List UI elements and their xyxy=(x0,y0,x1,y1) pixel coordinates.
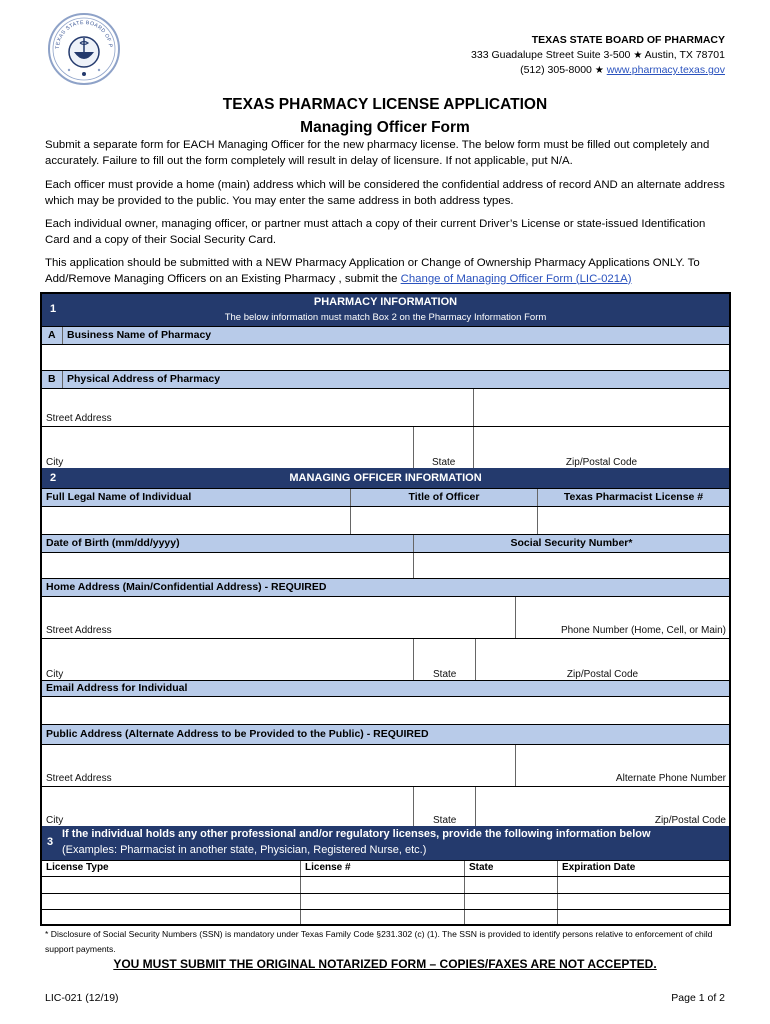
home-zip-input[interactable] xyxy=(475,639,729,680)
dob-label: Date of Birth (mm/dd/yyyy) xyxy=(46,537,180,549)
business-name-label-row xyxy=(42,326,729,344)
public-street-input[interactable] xyxy=(42,745,515,786)
row-letter-a: A xyxy=(48,329,56,341)
license-expiration-input[interactable] xyxy=(557,877,729,893)
intro-paragraph-2: Each officer must provide a home (main) address which will be considered the confidential address of record AND an alternate address which may be provided to the public. You may enter the same address in both address types. xyxy=(45,179,725,207)
board-name: TEXAS STATE BOARD OF PHARMACY xyxy=(531,34,725,46)
section-2-number: 2 xyxy=(50,472,57,484)
license-number-input[interactable] xyxy=(300,910,464,924)
section-3-header xyxy=(42,826,729,860)
star-icon: ★ xyxy=(594,65,604,76)
officer-name-label-row xyxy=(42,488,729,506)
home-phone-input[interactable] xyxy=(515,597,729,638)
license-type-input[interactable] xyxy=(42,877,300,893)
section-3-number: 3 xyxy=(47,836,54,848)
board-website-link[interactable]: www.pharmacy.texas.gov xyxy=(606,64,725,76)
public-city-row xyxy=(42,786,729,826)
intro-paragraph-4-text: This application should be submitted with a NEW Pharmacy Application or Change of Ownership Pharmacy Applications ONLY. To Add/Remove Managing Officers on an Existing Pharmacy , submit the xyxy=(45,257,700,285)
ssn-label: Social Security Number* xyxy=(510,537,633,549)
home-street-input[interactable] xyxy=(42,597,515,638)
license-number-input[interactable] xyxy=(300,894,464,909)
public-zip-caption: Zip/Postal Code xyxy=(654,815,726,826)
row-letter-b: B xyxy=(48,373,56,385)
home-city-caption: City xyxy=(46,669,64,680)
license-row-2 xyxy=(42,893,729,909)
public-zip-input[interactable] xyxy=(475,787,729,826)
license-table-header xyxy=(42,860,729,876)
pharmacy-zip-input[interactable] xyxy=(473,427,729,468)
page-number: Page 1 of 2 xyxy=(671,992,725,1004)
home-city-input[interactable] xyxy=(42,639,413,680)
home-phone-caption: Phone Number (Home, Cell, or Main) xyxy=(560,625,726,636)
change-officer-form-link[interactable]: Change of Managing Officer Form (LIC-021A) xyxy=(400,272,632,285)
board-contact-line xyxy=(471,63,725,78)
application-form xyxy=(40,292,731,926)
pharmacy-street-caption: Street Address xyxy=(46,413,112,424)
license-row-3 xyxy=(42,909,729,924)
license-type-input[interactable] xyxy=(42,894,300,909)
board-address-line xyxy=(471,48,725,63)
page-title: TEXAS PHARMACY LICENSE APPLICATION xyxy=(222,96,548,113)
home-address-label: Home Address (Main/Confidential Address) - REQUIRED xyxy=(46,581,327,593)
section-1-header xyxy=(42,294,729,326)
license-state-input[interactable] xyxy=(464,910,557,924)
officer-title-label: Title of Officer xyxy=(408,491,480,503)
svg-text:TEXAS STATE BOARD OF PHARMACY: TEXAS STATE BOARD OF P xyxy=(54,19,114,50)
pharmacy-street-row xyxy=(42,388,729,426)
dob-input[interactable] xyxy=(42,553,413,578)
dob-input-row xyxy=(42,552,729,578)
email-label: Email Address for Individual xyxy=(46,682,188,694)
license-number-input[interactable] xyxy=(300,877,464,893)
public-street-row xyxy=(42,744,729,786)
public-state-caption: State xyxy=(433,815,457,826)
home-state-input[interactable] xyxy=(413,639,475,680)
license-row-1 xyxy=(42,876,729,893)
license-number-header: License # xyxy=(305,862,351,873)
home-address-label-row xyxy=(42,578,729,596)
ssn-input[interactable] xyxy=(413,553,729,578)
alt-phone-input[interactable] xyxy=(515,745,729,786)
pharmacy-city-row xyxy=(42,426,729,468)
board-phone: (512) 305-8000 xyxy=(520,64,592,76)
ssn-disclosure-footnote: * Disclosure of Social Security Numbers (SSN) is mandatory under Texas Family Code §231.302 (c) (1). The SSN is provided to identify persons relative to enforcement of child support payments. xyxy=(45,929,713,954)
physical-address-label-row xyxy=(42,370,729,388)
form-code: LIC-021 (12/19) xyxy=(45,992,119,1004)
board-street: 333 Guadalupe Street Suite 3-500 xyxy=(471,49,631,61)
home-street-caption: Street Address xyxy=(46,625,112,636)
dob-label-row xyxy=(42,534,729,552)
board-contact-block xyxy=(471,33,725,78)
pharmacy-city-caption: City xyxy=(46,457,64,468)
home-zip-caption: Zip/Postal Code xyxy=(566,669,639,680)
public-address-label: Public Address (Alternate Address to be Provided to the Public) - REQUIRED xyxy=(46,728,429,740)
section-3-examples: (Examples: Pharmacist in another state, Physician, Registered Nurse, etc.) xyxy=(62,844,427,856)
license-state-input[interactable] xyxy=(464,877,557,893)
license-expiration-header: Expiration Date xyxy=(562,862,636,873)
board-city: Austin, TX 78701 xyxy=(644,49,725,61)
intro-paragraph-1: Submit a separate form for EACH Managing Officer for the new pharmacy license. The below form must be filled out completely and accurately. Failure to fill out the form completely will result in delay of licensure. If not applicable, put N/A. xyxy=(45,139,710,167)
pharmacy-city-input[interactable] xyxy=(42,427,413,468)
email-input[interactable] xyxy=(42,696,729,724)
section-2-header xyxy=(42,468,729,488)
license-state-header: State xyxy=(469,862,494,873)
pharmacy-state-input[interactable] xyxy=(413,427,473,468)
pharmacist-license-input[interactable] xyxy=(537,507,729,534)
home-street-row xyxy=(42,596,729,638)
email-label-row xyxy=(42,680,729,696)
star-icon: ★ xyxy=(633,50,643,61)
license-state-input[interactable] xyxy=(464,894,557,909)
home-state-caption: State xyxy=(433,669,457,680)
section-3-title: If the individual holds any other professional and/or regulatory licenses, provide the following information below xyxy=(62,828,651,840)
full-name-input[interactable] xyxy=(42,507,350,534)
physical-address-label: Physical Address of Pharmacy xyxy=(67,373,221,385)
section-1-subtitle: The below information must match Box 2 on the Pharmacy Information Form xyxy=(224,312,547,323)
section-1-number: 1 xyxy=(50,303,57,315)
board-seal-logo xyxy=(47,12,121,86)
pharmacy-zip-caption: Zip/Postal Code xyxy=(565,457,638,468)
full-name-label: Full Legal Name of Individual xyxy=(46,491,192,503)
license-expiration-input[interactable] xyxy=(557,894,729,909)
public-street-caption: Street Address xyxy=(46,773,112,784)
public-city-caption: City xyxy=(46,815,64,826)
license-type-header: License Type xyxy=(46,862,109,873)
intro-paragraph-3: Each individual owner, managing officer, or partner must attach a copy of their current Driver’s License or state-issued Identification Card and a copy of their Social Security Card. xyxy=(45,218,706,246)
license-type-input[interactable] xyxy=(42,910,300,924)
business-name-label: Business Name of Pharmacy xyxy=(67,329,212,341)
section-1-title: PHARMACY INFORMATION xyxy=(313,296,458,308)
business-name-input[interactable] xyxy=(42,344,729,370)
pharmacy-street-extra-input[interactable] xyxy=(473,389,729,426)
notarized-form-notice: YOU MUST SUBMIT THE ORIGINAL NOTARIZED FORM – COPIES/FAXES ARE NOT ACCEPTED. xyxy=(113,957,657,971)
officer-name-input-row xyxy=(42,506,729,534)
page-subtitle: Managing Officer Form xyxy=(300,119,470,136)
alt-phone-caption: Alternate Phone Number xyxy=(615,773,726,784)
pharmacy-state-caption: State xyxy=(432,457,456,468)
pharmacist-license-label: Texas Pharmacist License # xyxy=(563,491,704,503)
public-city-input[interactable] xyxy=(42,787,413,826)
pharmacy-street-input[interactable] xyxy=(42,389,473,426)
license-expiration-input[interactable] xyxy=(557,910,729,924)
intro-paragraph-4 xyxy=(45,256,730,287)
section-2-title: MANAGING OFFICER INFORMATION xyxy=(289,472,482,484)
public-address-label-row xyxy=(42,724,729,744)
public-state-input[interactable] xyxy=(413,787,475,826)
home-city-row xyxy=(42,638,729,680)
officer-title-input[interactable] xyxy=(350,507,537,534)
